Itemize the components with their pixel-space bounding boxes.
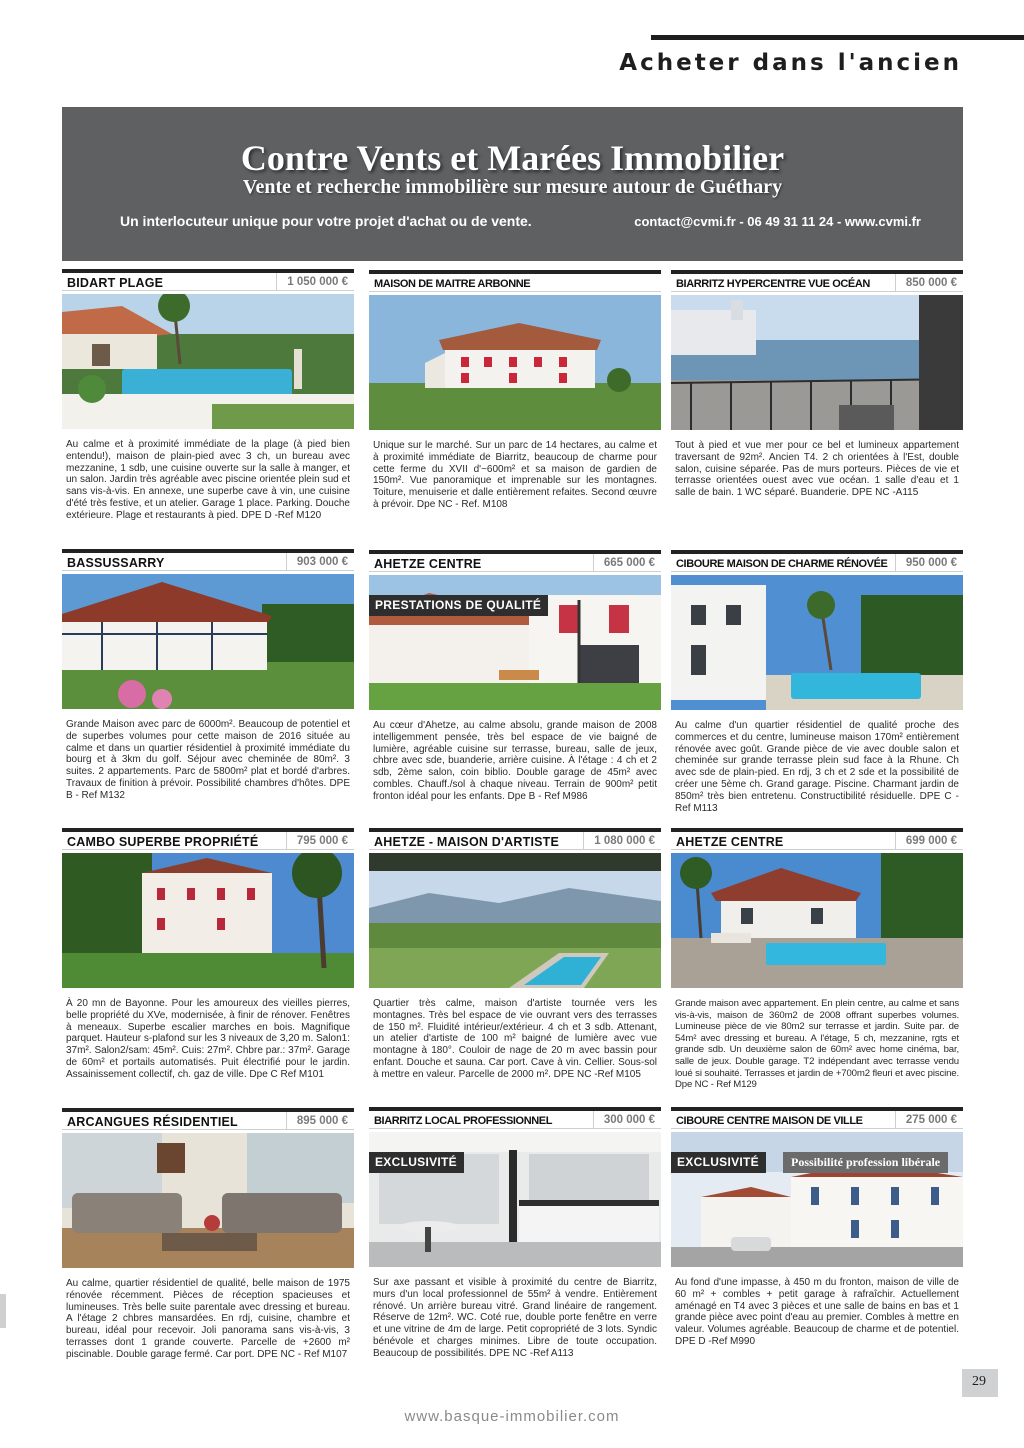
listing-name: AHETZE - MAISON D'ARTISTE — [374, 835, 560, 849]
listing-header — [62, 269, 354, 291]
listing-name: MAISON DE MAITRE ARBONNE — [374, 278, 531, 290]
manor-photo — [369, 295, 661, 430]
listing-badge: PRESTATIONS DE QUALITÉ — [369, 595, 548, 616]
listing-photo[interactable] — [369, 575, 661, 710]
listing-photo[interactable] — [62, 294, 354, 429]
listing-header — [671, 270, 963, 292]
living-room-photo — [62, 1133, 354, 1268]
listing-name: AHETZE CENTRE — [374, 557, 482, 571]
listing-header — [671, 1107, 963, 1129]
listing-description: Unique sur le marché. Sur un parc de 14 hectares, au calme et à proximité immédiate de Biarritz, beaucoup de charme pour cette ferme du XVII d'~600m² et sa maison de gardien de 150m². Vue panoramique et imprenable sur les montagnes. Toiture, menuiserie et dalle entièrement refaites. Second œuvre à prévoir. Dpe NC - Ref. M108 — [373, 440, 657, 510]
listing-description: Tout à pied et vue mer pour ce bel et lumineux appartement traversant de 92m². Ancien T4. 2 ch orientées à l'Est, double salon, cuisine séparée. Pas de murs porteurs. Pièces de vie et terrasse orientées ouest avec vue océan. 1 salle d'eau et 1 salle de bain. 1 WC séparé. Buanderie. DPE NC -A115 — [675, 440, 959, 499]
listing-photo[interactable] — [671, 853, 963, 988]
listing-photo[interactable] — [62, 574, 354, 709]
listing-price: 275 000 € — [895, 1111, 963, 1128]
listing-badge: EXCLUSIVITÉ — [369, 1152, 464, 1173]
listing-photo[interactable] — [369, 295, 661, 430]
listing-photo[interactable] — [671, 1132, 963, 1267]
villa-deck-pool-photo — [671, 853, 963, 988]
listing-photo[interactable] — [369, 853, 661, 988]
page-edge-mark — [0, 1294, 6, 1328]
white-villa-pool-photo — [671, 575, 963, 710]
mountain-view-pool-photo — [369, 853, 661, 988]
listing-price: 300 000 € — [593, 1111, 661, 1128]
agency-tagline: Un interlocuteur unique pour votre projet d'achat ou de vente. — [120, 213, 532, 229]
villa-pool-photo — [62, 294, 354, 429]
ocean-view-photo — [671, 295, 963, 430]
agency-contact: contact@cvmi.fr - 06 49 31 11 24 - www.cvmi.fr — [634, 214, 921, 229]
stone-manor-photo — [62, 853, 354, 988]
listing-header — [62, 828, 354, 850]
listing-name: BASSUSSARRY — [67, 556, 165, 570]
agency-banner — [62, 107, 963, 261]
agency-subtitle: Vente et recherche immobilière sur mesure autour de Guéthary — [242, 176, 783, 198]
listing-price: 665 000 € — [593, 554, 661, 571]
listing-description: Au calme et à proximité immédiate de la plage (à pied bien entendu!), maison de plain-pied avec 3 ch, un bureau avec mezzanine, 1 sdb, une cuisine ouverte sur la salle à manger, et un salon. Jardin très agréable avec piscine orientée plein sud et sans vis-à-vis. En annexe, une superbe cave à vin, une cuisine d'été très festive, et un atelier. Garage 1 place. Parking. Douche extérieure. Plage et restaurants à pied. DPE D -Ref M120 — [66, 439, 350, 521]
section-title: Acheter dans l'ancien — [619, 50, 962, 76]
listing-header — [62, 549, 354, 571]
basque-house-photo — [62, 574, 354, 709]
listing-price: 1 080 000 € — [583, 832, 661, 849]
listing-price: 950 000 € — [895, 554, 963, 571]
listing-header — [62, 1108, 354, 1130]
listing-header — [671, 550, 963, 572]
listing-price: 795 000 € — [286, 832, 354, 849]
listing-description: Sur axe passant et visible à proximité du centre de Biarritz, murs d'un local professionnel de 55m² à vendre. Entièrement rénové. Un arrière bureau vitré. Grand linéaire de rangement. Réserve de 12m². WC. Coté rue, double porte fenêtre en verre et une vitrine de 4m de large. Petit copropriété de 3 lots. Syndic bénévole et charges minimes. Libre de toute occupation. Beaucoup de possibilités. DPE NC -Ref A113 — [373, 1277, 657, 1359]
listing-name: ARCANGUES RÉSIDENTIEL — [67, 1115, 238, 1129]
listing-description: Au calme d'un quartier résidentiel de qualité proche des commerces et du centre, lumineuse maison 170m² entièrement rénovée avec goût. Grande pièce de vie avec double salon et cheminée sur grande terrasse plein sud face à la Rhune. Ch avec sde de plain-pied. En rdj, 3 ch et 2 sde et la possibilité de créer une 5ème ch. Grand garage. Piscine. Charmant jardin de 850m² très bien entretenu. Constructibilité résiduelle. DPE C - Ref M113 — [675, 720, 959, 814]
listing-photo[interactable] — [671, 295, 963, 430]
listing-header — [369, 1107, 661, 1129]
listing-price: 903 000 € — [286, 553, 354, 570]
listing-description: Au fond d'une impasse, à 450 m du fronton, maison de ville de 60 m² + combles + petit garage à rafraîchir. Actuellement aménagé en T4 avec 3 pièces et une salle de bains en bas et 1 grande pièce avec point d'eau au premier. Combles à mettre en valeur. Volumes agréable. Beaucoup de charme et de potentiel. DPE D -Ref M990 — [675, 1277, 959, 1347]
listing-price: 895 000 € — [286, 1112, 354, 1129]
listing-description: Quartier très calme, maison d'artiste tournée vers les montagnes. Très bel espace de vie ouvrant vers des terrasses de 150 m². Fluidité intérieur/extérieur. 4 ch et 3 sdb. Attenant, un atelier d'artiste de 100 m² baigné de lumière avec vue montagne à 180°. Couloir de nage de 20 m avec bassin pour enfant. Douche et sauna. Car port. Cave à vin. Cellier. Sous-sol à mettre en valeur. Parcelle de 2000 m². DPE NC -Ref M105 — [373, 998, 657, 1080]
listing-header — [369, 270, 661, 292]
listing-name: BIARRITZ HYPERCENTRE VUE OCÉAN — [676, 278, 870, 290]
listing-photo[interactable] — [671, 575, 963, 710]
header-rule — [651, 35, 1024, 40]
listing-header — [369, 828, 661, 850]
listing-badge: EXCLUSIVITÉ — [671, 1152, 766, 1173]
agency-name: Contre Vents et Marées Immobilier — [240, 138, 785, 178]
page-number: 29 — [962, 1369, 998, 1397]
listing-badge-secondary: Possibilité profession libérale — [783, 1152, 948, 1173]
listing-price: 850 000 € — [895, 274, 963, 291]
listing-header — [369, 550, 661, 572]
listing-name: BIDART PLAGE — [67, 276, 164, 290]
listing-photo[interactable] — [62, 1133, 354, 1268]
listing-description: Grande maison avec appartement. En plein centre, au calme et sans vis-à-vis, maison de 360m2 de 2008 offrant superbes volumes. Lumineuse pièce de vie 80m2 sur terrasse et jardin. Suite par. de 54m² avec dressing et bureau. A l'étage, 5 ch, mezzanine, rgts et grande sdb. Un deuxième salon de 60m² avec home cinéma, bar, salle de jeux. Double garage. T2 indépendant avec terrasse vendu loué si souhaité. Terrasses et jardin de +700m2 fleuri et avec piscine. Dpe NC - Ref M129 — [675, 998, 959, 1091]
listing-description: À 20 mn de Bayonne. Pour les amoureux des vieilles pierres, belle propriété du XVe, modernisée, à finir de rénover. Fenêtres à meneaux. Superbe escalier marches en bois. Magnifique parquet. Hauteur s-plafond sur les 3 niveaux de 3,20 m. Salon1: 37m². Salon2/sam: 45m². Cuis: 27m². Chbre par.: 37m². Garage de 60m² et portails automatisés. Puit électrifié pour le jardin. Assainissement collectif, ch. gaz de ville. Dpe C Ref M101 — [66, 998, 350, 1080]
listing-name: BIARRITZ LOCAL PROFESSIONNEL — [374, 1115, 553, 1127]
listing-name: CIBOURE CENTRE MAISON DE VILLE — [676, 1115, 863, 1127]
listing-name: CAMBO SUPERBE PROPRIÉTÉ — [67, 835, 259, 849]
listing-description: Au cœur d'Ahetze, au calme absolu, grande maison de 2008 intelligemment pensée, très bel espace de vie baigné de lumière, agréable cuisine sur terrasse, bureau, salle de jeux, chbre avec sde, buanderie, arrière cuisine. À l'étage : 4 ch et 2 sdb, 2ème salon, coin biblio. Double garage de 45m² avec combles. Chauff./sol à chaque niveau. Terrain de 900m² petit fronton idéal pour les enfants. Dpe B - Ref M986 — [373, 720, 657, 802]
listing-header — [671, 828, 963, 850]
listing-description: Au calme, quartier résidentiel de qualité, belle maison de 1975 rénovée récemment. Pièces de réception spacieuses et lumineuses. Très belle suite parentale avec dressing et bureau. A l'étage 2 chbres mansardées. En rdj, cuisine, chambre et bureau, idéal pour recevoir. Joli panorama sans vis-à-vis, 3 terrasses dont 1 grande couverte. Parcelle de +2600 m² piscinable. Double garage fermé. Car port. DPE NC - Ref M107 — [66, 1278, 350, 1360]
listing-photo[interactable] — [62, 853, 354, 988]
listing-price: 699 000 € — [895, 832, 963, 849]
listing-price: 1 050 000 € — [276, 273, 354, 290]
listing-photo[interactable] — [369, 1132, 661, 1267]
footer-url[interactable]: www.basque-immobilier.com — [404, 1408, 620, 1425]
listing-name: AHETZE CENTRE — [676, 835, 784, 849]
listing-name: CIBOURE MAISON DE CHARME RÉNOVÉE — [676, 558, 888, 570]
listing-description: Grande Maison avec parc de 6000m². Beaucoup de potentiel et de superbes volumes pour cette maison de 2016 située au calme et dans un quartier résidentiel à proximité immédiate du bourg et à 3km du golf. Séjour avec cheminée de 80m². 3 suites. 2 appartements. Parc de 5800m² plat et bordé d'arbres. Travaux de finition à prévoir. Possibilité chambres d'hôtes. DPE B - Ref M132 — [66, 719, 350, 801]
